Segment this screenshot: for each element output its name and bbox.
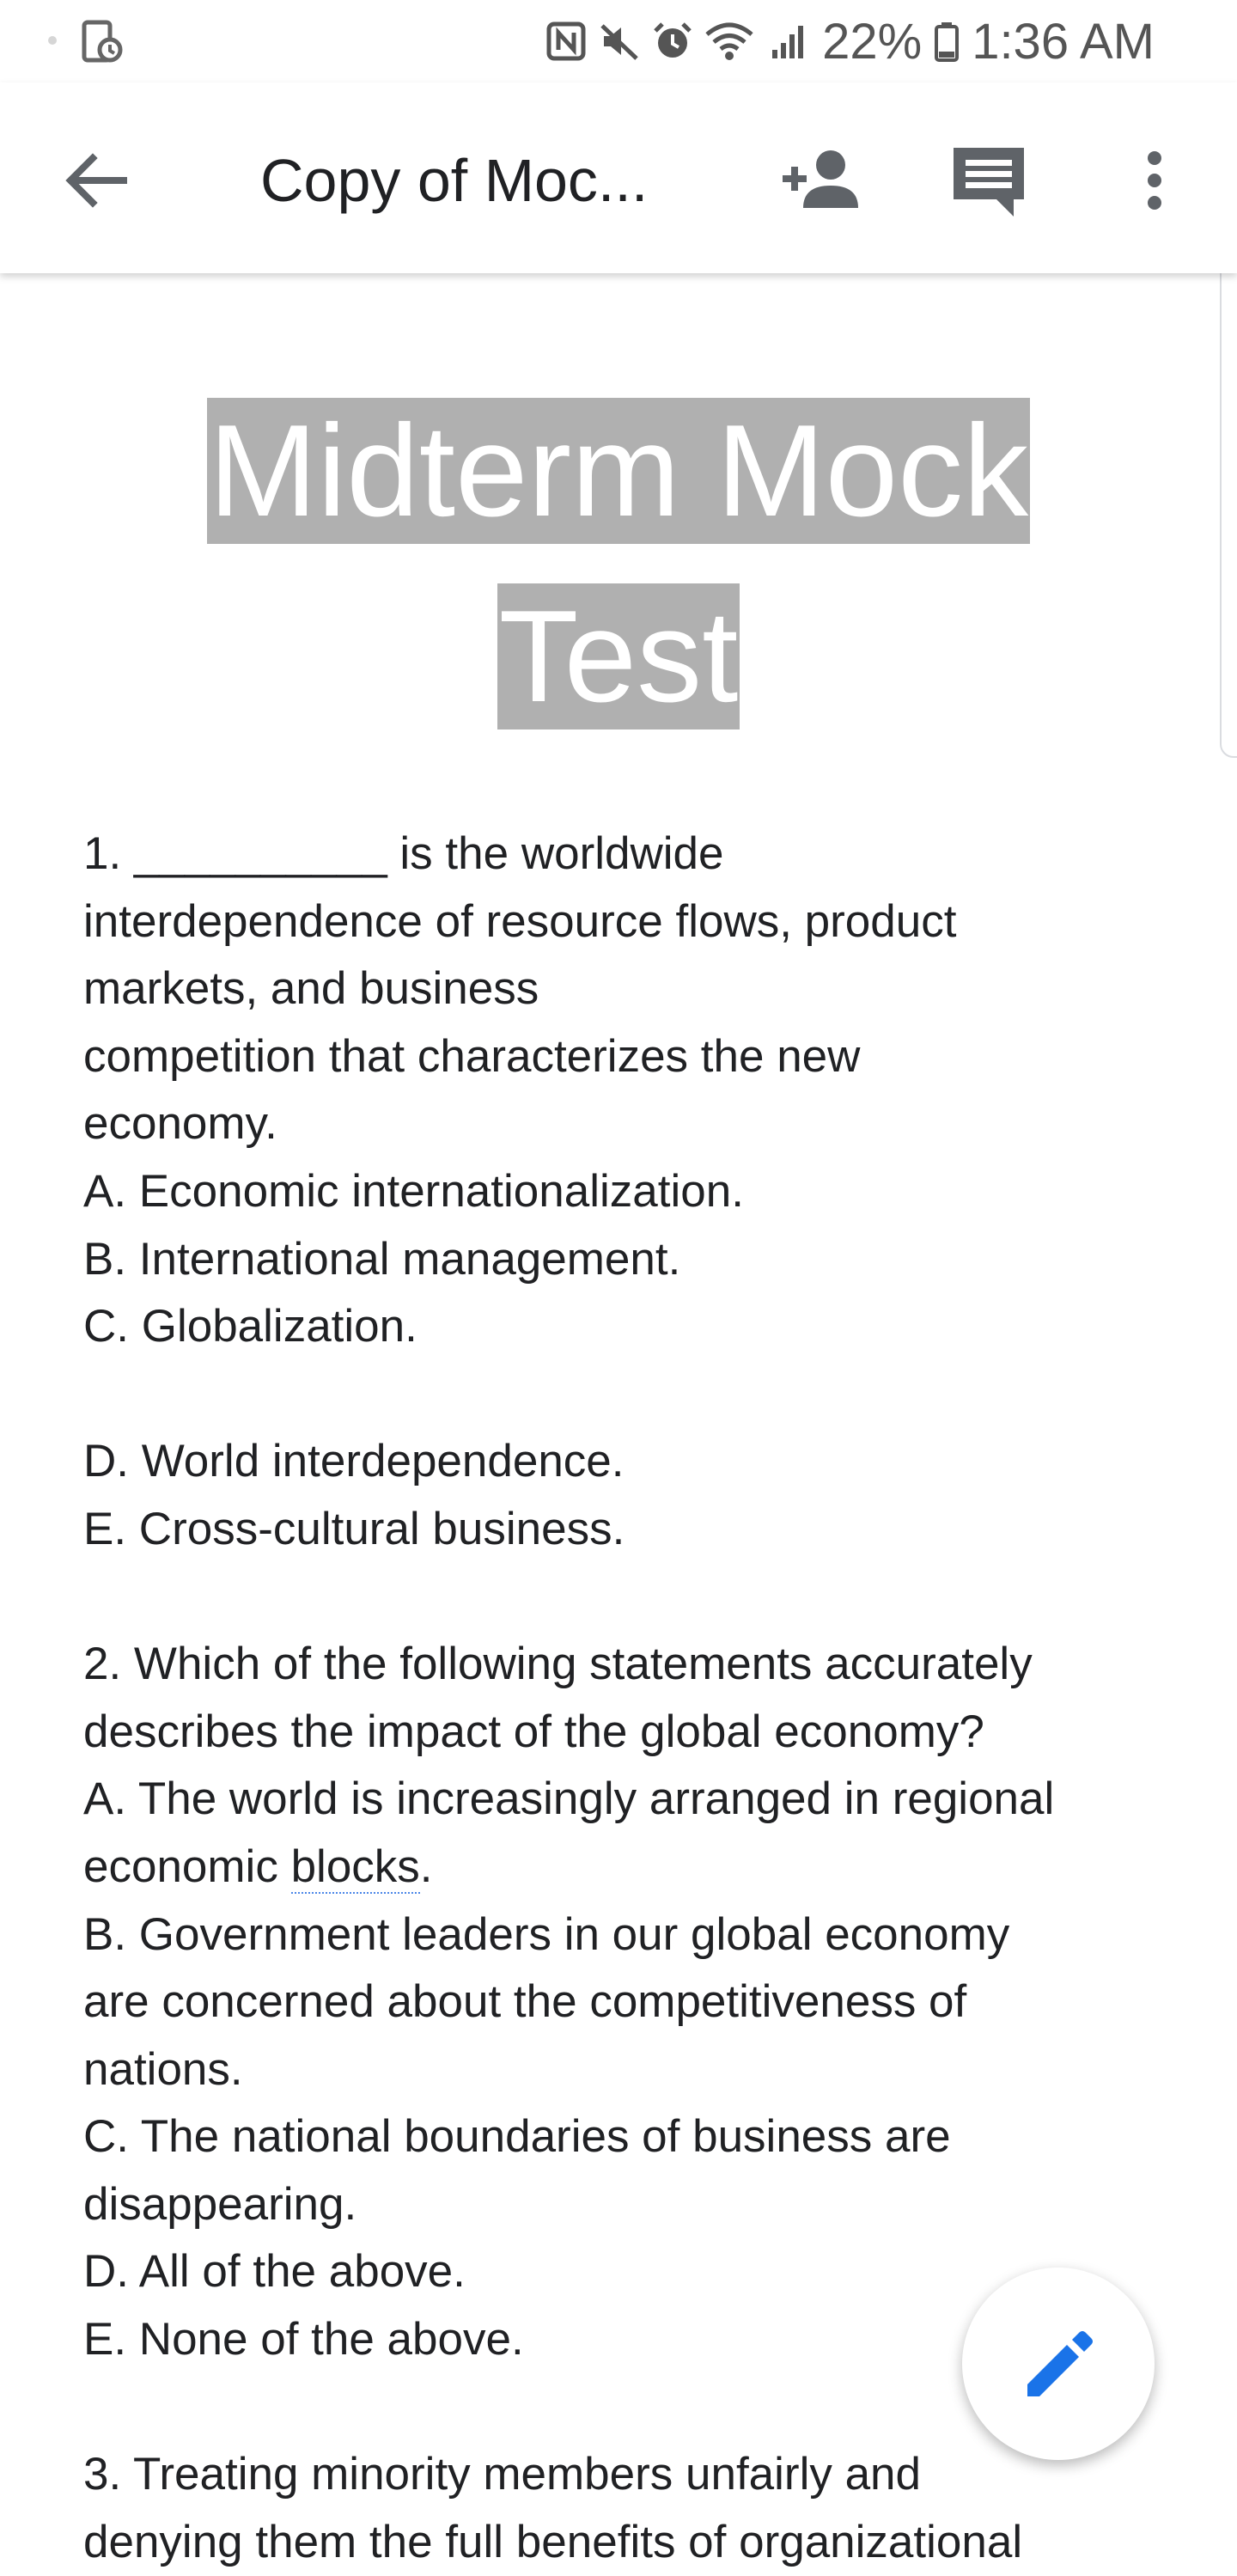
edit-fab-button[interactable] bbox=[962, 2268, 1155, 2460]
back-button[interactable] bbox=[55, 139, 137, 222]
doc-line: E. None of the above. bbox=[83, 2314, 524, 2365]
doc-line: D. World interdependence. bbox=[83, 1436, 625, 1487]
doc-line bbox=[83, 1564, 1166, 1632]
doc-line: markets, and business bbox=[83, 963, 539, 1015]
back-arrow-icon bbox=[55, 139, 137, 222]
doc-line: interdependence of resource flows, product bbox=[83, 895, 957, 947]
screen-rotation-icon bbox=[79, 19, 124, 64]
doc-line: describes the impact of the global economy? bbox=[83, 1706, 984, 1757]
app-bar bbox=[0, 82, 1237, 273]
more-vert-icon bbox=[1134, 139, 1175, 222]
doc-line: 1. __________ is the worldwide bbox=[83, 828, 724, 879]
battery-icon bbox=[934, 21, 960, 62]
edit-pencil-icon bbox=[1015, 2321, 1101, 2407]
doc-line: 3. Treating minority members unfairly and bbox=[83, 2449, 922, 2500]
doc-line: A. The world is increasingly arranged in regional bbox=[83, 1773, 1055, 1825]
doc-line: B. International management. bbox=[83, 1233, 681, 1285]
alarm-icon bbox=[652, 21, 693, 62]
notification-dot bbox=[48, 36, 57, 45]
nfc-icon bbox=[545, 21, 587, 62]
comments-button[interactable] bbox=[948, 141, 1031, 223]
spelling-suggestion[interactable]: blocks bbox=[290, 1840, 420, 1892]
heading-line-2: Test bbox=[498, 583, 739, 729]
signal-icon bbox=[769, 21, 810, 62]
mute-icon bbox=[599, 21, 640, 62]
status-bar bbox=[0, 0, 1237, 82]
doc-line: B. Government leaders in our global economy bbox=[83, 1908, 1010, 1960]
doc-line: competition that characterizes the new bbox=[83, 1030, 861, 1082]
document-heading[interactable] bbox=[0, 378, 1237, 749]
doc-line: 2. Which of the following statements accurately bbox=[83, 1639, 1033, 1690]
add-person-icon bbox=[777, 139, 867, 222]
more-options-button[interactable] bbox=[1134, 139, 1175, 222]
doc-line-with-suggestion bbox=[83, 1834, 1166, 1901]
doc-line: nations. bbox=[83, 2043, 243, 2095]
doc-line: are concerned about the competitiveness of bbox=[83, 1976, 967, 2028]
share-button[interactable] bbox=[777, 139, 867, 222]
doc-line: D. All of the above. bbox=[83, 2246, 466, 2298]
doc-line: A. Economic internationalization. bbox=[83, 1165, 744, 1217]
heading-line-1: Midterm Mock bbox=[208, 398, 1029, 544]
status-icons bbox=[545, 10, 1155, 72]
doc-line-punctuation: . bbox=[419, 1840, 433, 1892]
doc-line: denying them the full benefits of organizational bbox=[83, 2516, 1023, 2567]
comment-icon bbox=[948, 141, 1031, 223]
wifi-icon bbox=[705, 21, 757, 62]
doc-line: E. Cross-cultural business. bbox=[83, 1503, 625, 1554]
doc-line: economy. bbox=[83, 1098, 277, 1150]
doc-line: disappearing. bbox=[83, 2178, 357, 2230]
battery-percent: 22% bbox=[822, 13, 923, 70]
document-title: Copy of Moc... bbox=[260, 147, 649, 214]
doc-line-text: economic bbox=[83, 1840, 291, 1892]
doc-line: C. The national boundaries of business are bbox=[83, 2111, 951, 2163]
doc-line: C. Globalization. bbox=[83, 1301, 417, 1352]
doc-line bbox=[83, 1361, 1166, 1429]
clock: 1:36 AM bbox=[972, 13, 1155, 70]
